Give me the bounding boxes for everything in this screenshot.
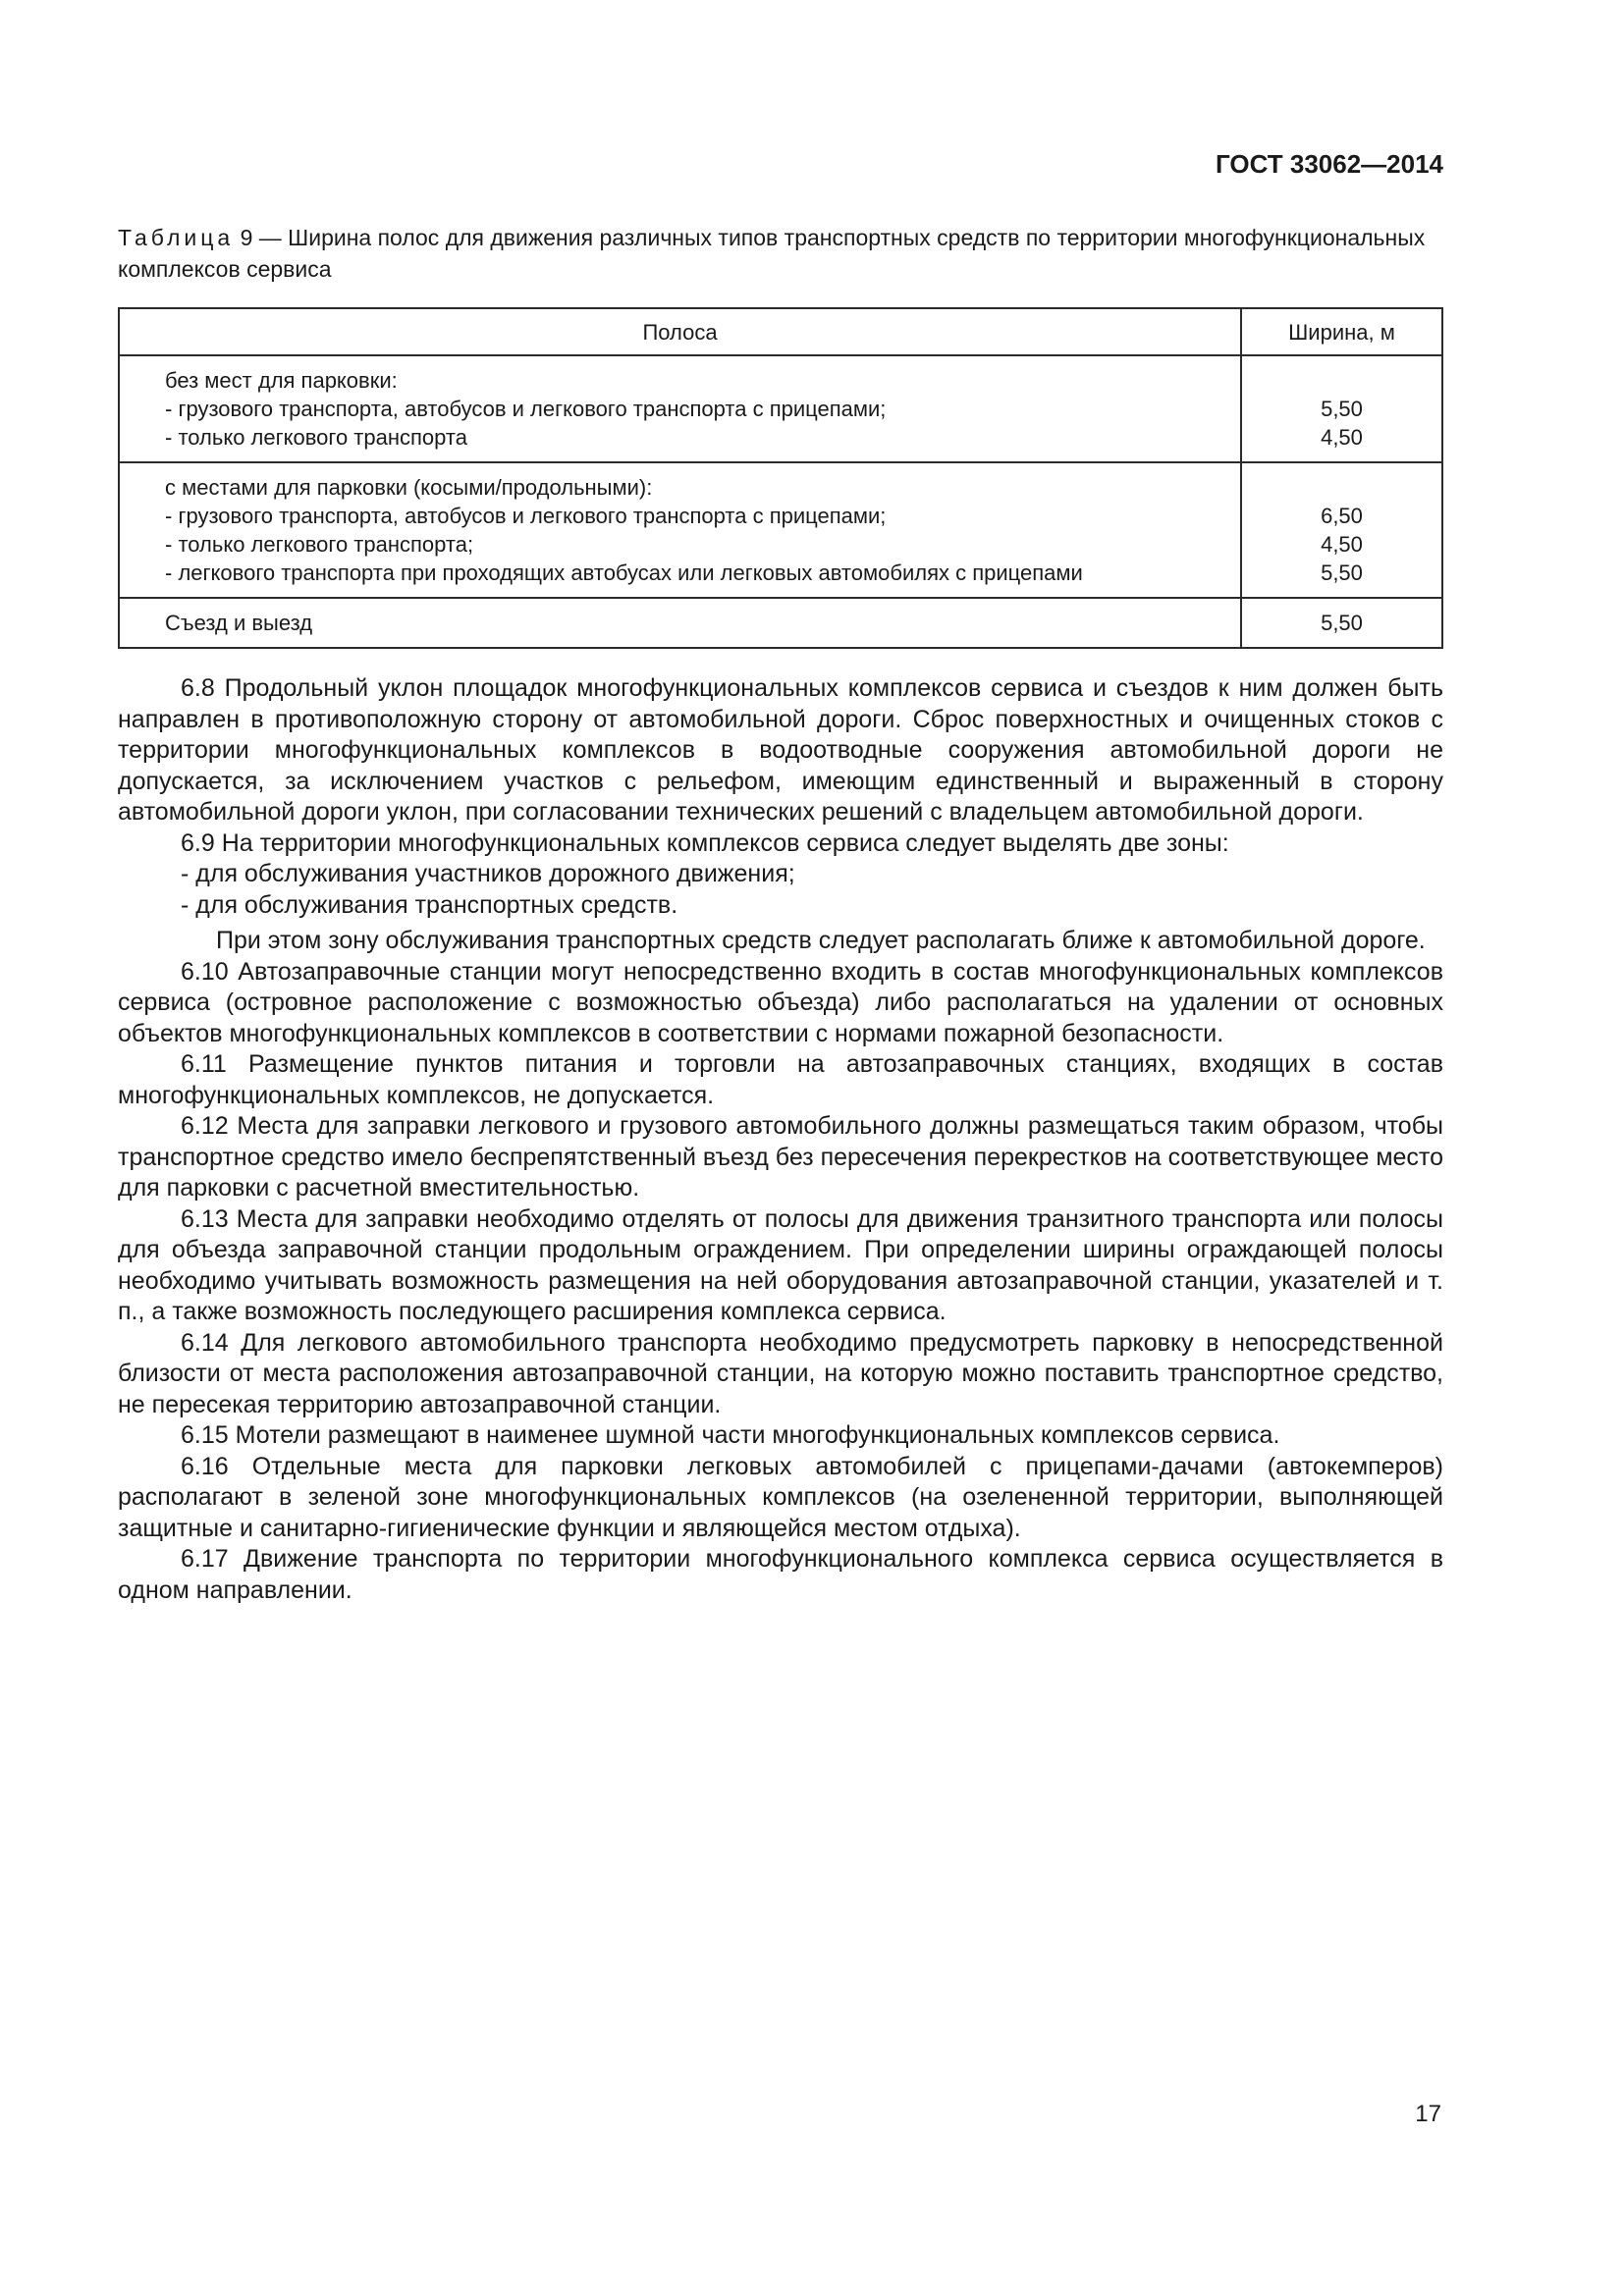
lane-item: - только легкового транспорта	[165, 425, 467, 450]
lane-cell	[119, 598, 1241, 648]
body-text	[118, 673, 1443, 1606]
paragraph-6-13: 6.13 Места для заправки необходимо отделять от полосы для движения транзитного транспорта или полосы для объезда заправочной станции продольным ограждением. При определении ширины ограждающей полосы необходимо учитывать возможность размещения на ней оборудования автозаправочной станции, указателей и т. п., а также возможность последующего расширения комплекса сервиса.	[118, 1204, 1443, 1325]
paragraph-6-16: 6.16 Отдельные места для парковки легковых автомобилей с прицепами-дачами (автокемперов) располагают в зеленой зоне многофункциональных комплексов (на озелененной территории, выполняющей защитные и санитарно-гигиенические функции и являющейся местом отдыха).	[118, 1452, 1443, 1542]
lane-item: Съезд и выезд	[165, 611, 313, 635]
lane-cell	[119, 462, 1241, 598]
lane-item: - грузового транспорта, автобусов и легкового транспорта с прицепами;	[165, 397, 887, 421]
lane-group-title: без мест для парковки:	[165, 368, 398, 393]
width-cell	[1241, 355, 1442, 462]
paragraph-6-12: 6.12 Места для заправки легкового и грузового автомобильного должны размещаться таким образом, чтобы транспортное средство имело беспрепятственный въезд без пересечения перекрестков на соответствующее место для парковки с расчетной вместительностью.	[118, 1112, 1443, 1201]
paragraph-6-8: 6.8 Продольный уклон площадок многофункциональных комплексов сервиса и съездов к ним должен быть направлен в противоположную сторону от автомобильной дороги. Сброс поверхностных и очищенных стоков с территории многофункциональных комплексов в водоотводные сооружения автомобильной дороги не допускается, за исключением участков с рельефом, имеющим единственный и выраженный в сторону автомобильной дороги уклон, при согласовании технических решений с владельцем автомобильной дороги.	[118, 674, 1443, 826]
table-label: Таблица	[118, 225, 235, 250]
paragraph-6-11: 6.11 Размещение пунктов питания и торговли на автозаправочных станциях, входящих в состав многофункциональных комплексов, не допускается.	[118, 1050, 1443, 1109]
paragraph-6-17: 6.17 Движение транспорта по территории многофункционального комплекса сервиса осуществляется в одном направлении.	[118, 1545, 1443, 1604]
width-value: 4,50	[1321, 425, 1363, 450]
table-header-row	[119, 308, 1442, 355]
paragraph-6-14: 6.14 Для легкового автомобильного транспорта необходимо предусмотреть парковку в непосредственной близости от места расположения автозаправочной станции, на которую можно поставить транспортное средство, не пересекая территорию автозаправочной станции.	[118, 1328, 1443, 1418]
table-row	[119, 462, 1442, 598]
lane-item: - грузового транспорта, автобусов и легкового транспорта с прицепами;	[165, 504, 887, 528]
list-item: - для обслуживания транспортных средств.	[181, 890, 678, 919]
table-caption-text: 9 — Ширина полос для движения различных типов транспортных средств по территории многофункциональных комплексов сервиса	[118, 225, 1426, 282]
width-value: 5,50	[1321, 611, 1363, 635]
lane-cell	[119, 355, 1241, 462]
width-value: 6,50	[1321, 504, 1363, 528]
list-item: - для обслуживания участников дорожного движения;	[181, 860, 795, 887]
table-row	[119, 355, 1442, 462]
column-header-lane: Полоса	[119, 308, 1241, 355]
page-number: 17	[1415, 2101, 1441, 2127]
width-value: 4,50	[1321, 532, 1363, 557]
table-row	[119, 598, 1442, 648]
lane-item: - только легкового транспорта;	[165, 532, 474, 557]
width-cell	[1241, 598, 1442, 648]
column-header-width: Ширина, м	[1241, 308, 1442, 355]
table-caption	[118, 222, 1443, 285]
lane-item: - легкового транспорта при проходящих автобусах или легковых автомобилях с прицепами	[165, 561, 1083, 585]
paragraph-6-9: 6.9 На территории многофункциональных комплексов сервиса следует выделять две зоны:	[181, 828, 1229, 857]
lane-group-title: с местами для парковки (косыми/продольными):	[165, 475, 653, 500]
width-value: 5,50	[1321, 397, 1363, 421]
paragraph-6-9-note: При этом зону обслуживания транспортных средств следует располагать ближе к автомобильной дороге.	[216, 927, 1426, 954]
lane-width-table	[118, 307, 1443, 649]
document-code: ГОСТ 33062—2014	[1216, 149, 1443, 179]
paragraph-6-15: 6.15 Мотели размещают в наименее шумной части многофункциональных комплексов сервиса.	[181, 1421, 1280, 1449]
paragraph-6-10: 6.10 Автозаправочные станции могут непосредственно входить в состав многофункциональных комплексов сервиса (островное расположение с возможностью объезда) либо располагаться на удалении от основных объектов многофункциональных комплексов в соответствии с нормами пожарной безопасности.	[118, 957, 1443, 1047]
width-value: 5,50	[1321, 561, 1363, 585]
width-cell	[1241, 462, 1442, 598]
